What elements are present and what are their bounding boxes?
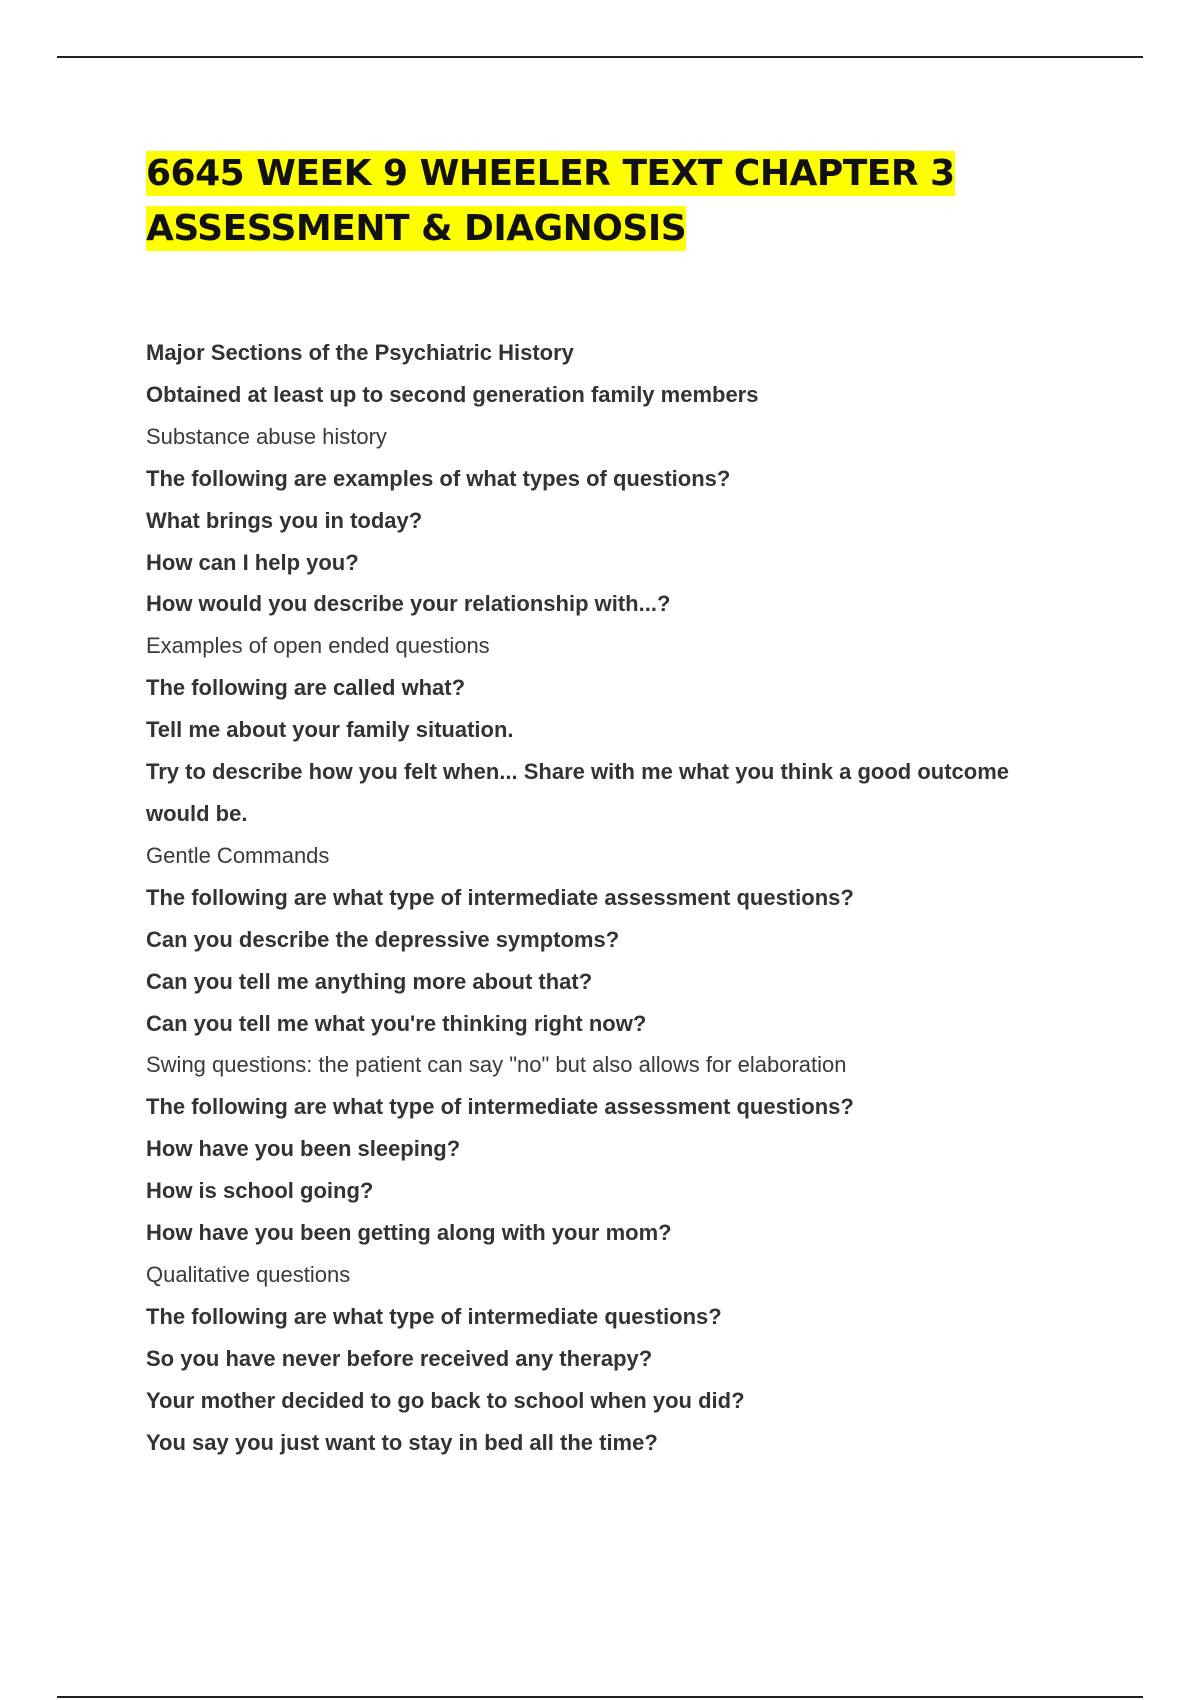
list-item: Substance abuse history xyxy=(146,423,387,449)
list-item: How can I help you? xyxy=(146,549,359,575)
list-item: So you have never before received any therapy? xyxy=(146,1345,653,1371)
list-item: Tell me about your family situation. xyxy=(146,717,514,743)
list-item: Can you tell me what you're thinking right now? xyxy=(146,1010,647,1036)
list-item: How have you been sleeping? xyxy=(146,1136,461,1162)
list-item: Qualitative questions xyxy=(146,1261,351,1287)
list-item: The following are called what? xyxy=(146,675,466,701)
list-item: Obtained at least up to second generation family members xyxy=(146,381,759,407)
title-highlight: 6645 WEEK 9 WHEELER TEXT CHAPTER 3 ASSESSMENT & DIAGNOSIS xyxy=(146,153,955,249)
header-rule xyxy=(57,56,1143,58)
list-item: Your mother decided to go back to school when you did? xyxy=(146,1387,745,1413)
document-title xyxy=(146,146,1046,256)
list-item: Can you describe the depressive symptoms? xyxy=(146,926,620,952)
list-item: How is school going? xyxy=(146,1178,374,1204)
list-item: Can you tell me anything more about that? xyxy=(146,968,593,994)
list-item: Gentle Commands xyxy=(146,842,330,868)
list-item: Try to describe how you felt when... Share with me what you think a good outcome would be. xyxy=(146,759,1009,826)
qa-list xyxy=(146,332,1026,1463)
list-item: Major Sections of the Psychiatric History xyxy=(146,340,574,365)
list-item: The following are what type of intermediate assessment questions? xyxy=(146,1094,854,1120)
list-item: You say you just want to stay in bed all the time? xyxy=(146,1429,658,1455)
list-item: How would you describe your relationship with...? xyxy=(146,591,671,617)
list-item: The following are what type of intermediate questions? xyxy=(146,1303,722,1329)
list-item: Swing questions: the patient can say "no" but also allows for elaboration xyxy=(146,1052,847,1078)
list-item: Examples of open ended questions xyxy=(146,633,490,659)
list-item: The following are what type of intermediate assessment questions? xyxy=(146,884,854,910)
list-item: How have you been getting along with your mom? xyxy=(146,1220,672,1246)
footer-rule xyxy=(57,1696,1143,1698)
list-item: The following are examples of what types of questions? xyxy=(146,465,731,491)
list-item: What brings you in today? xyxy=(146,507,423,533)
